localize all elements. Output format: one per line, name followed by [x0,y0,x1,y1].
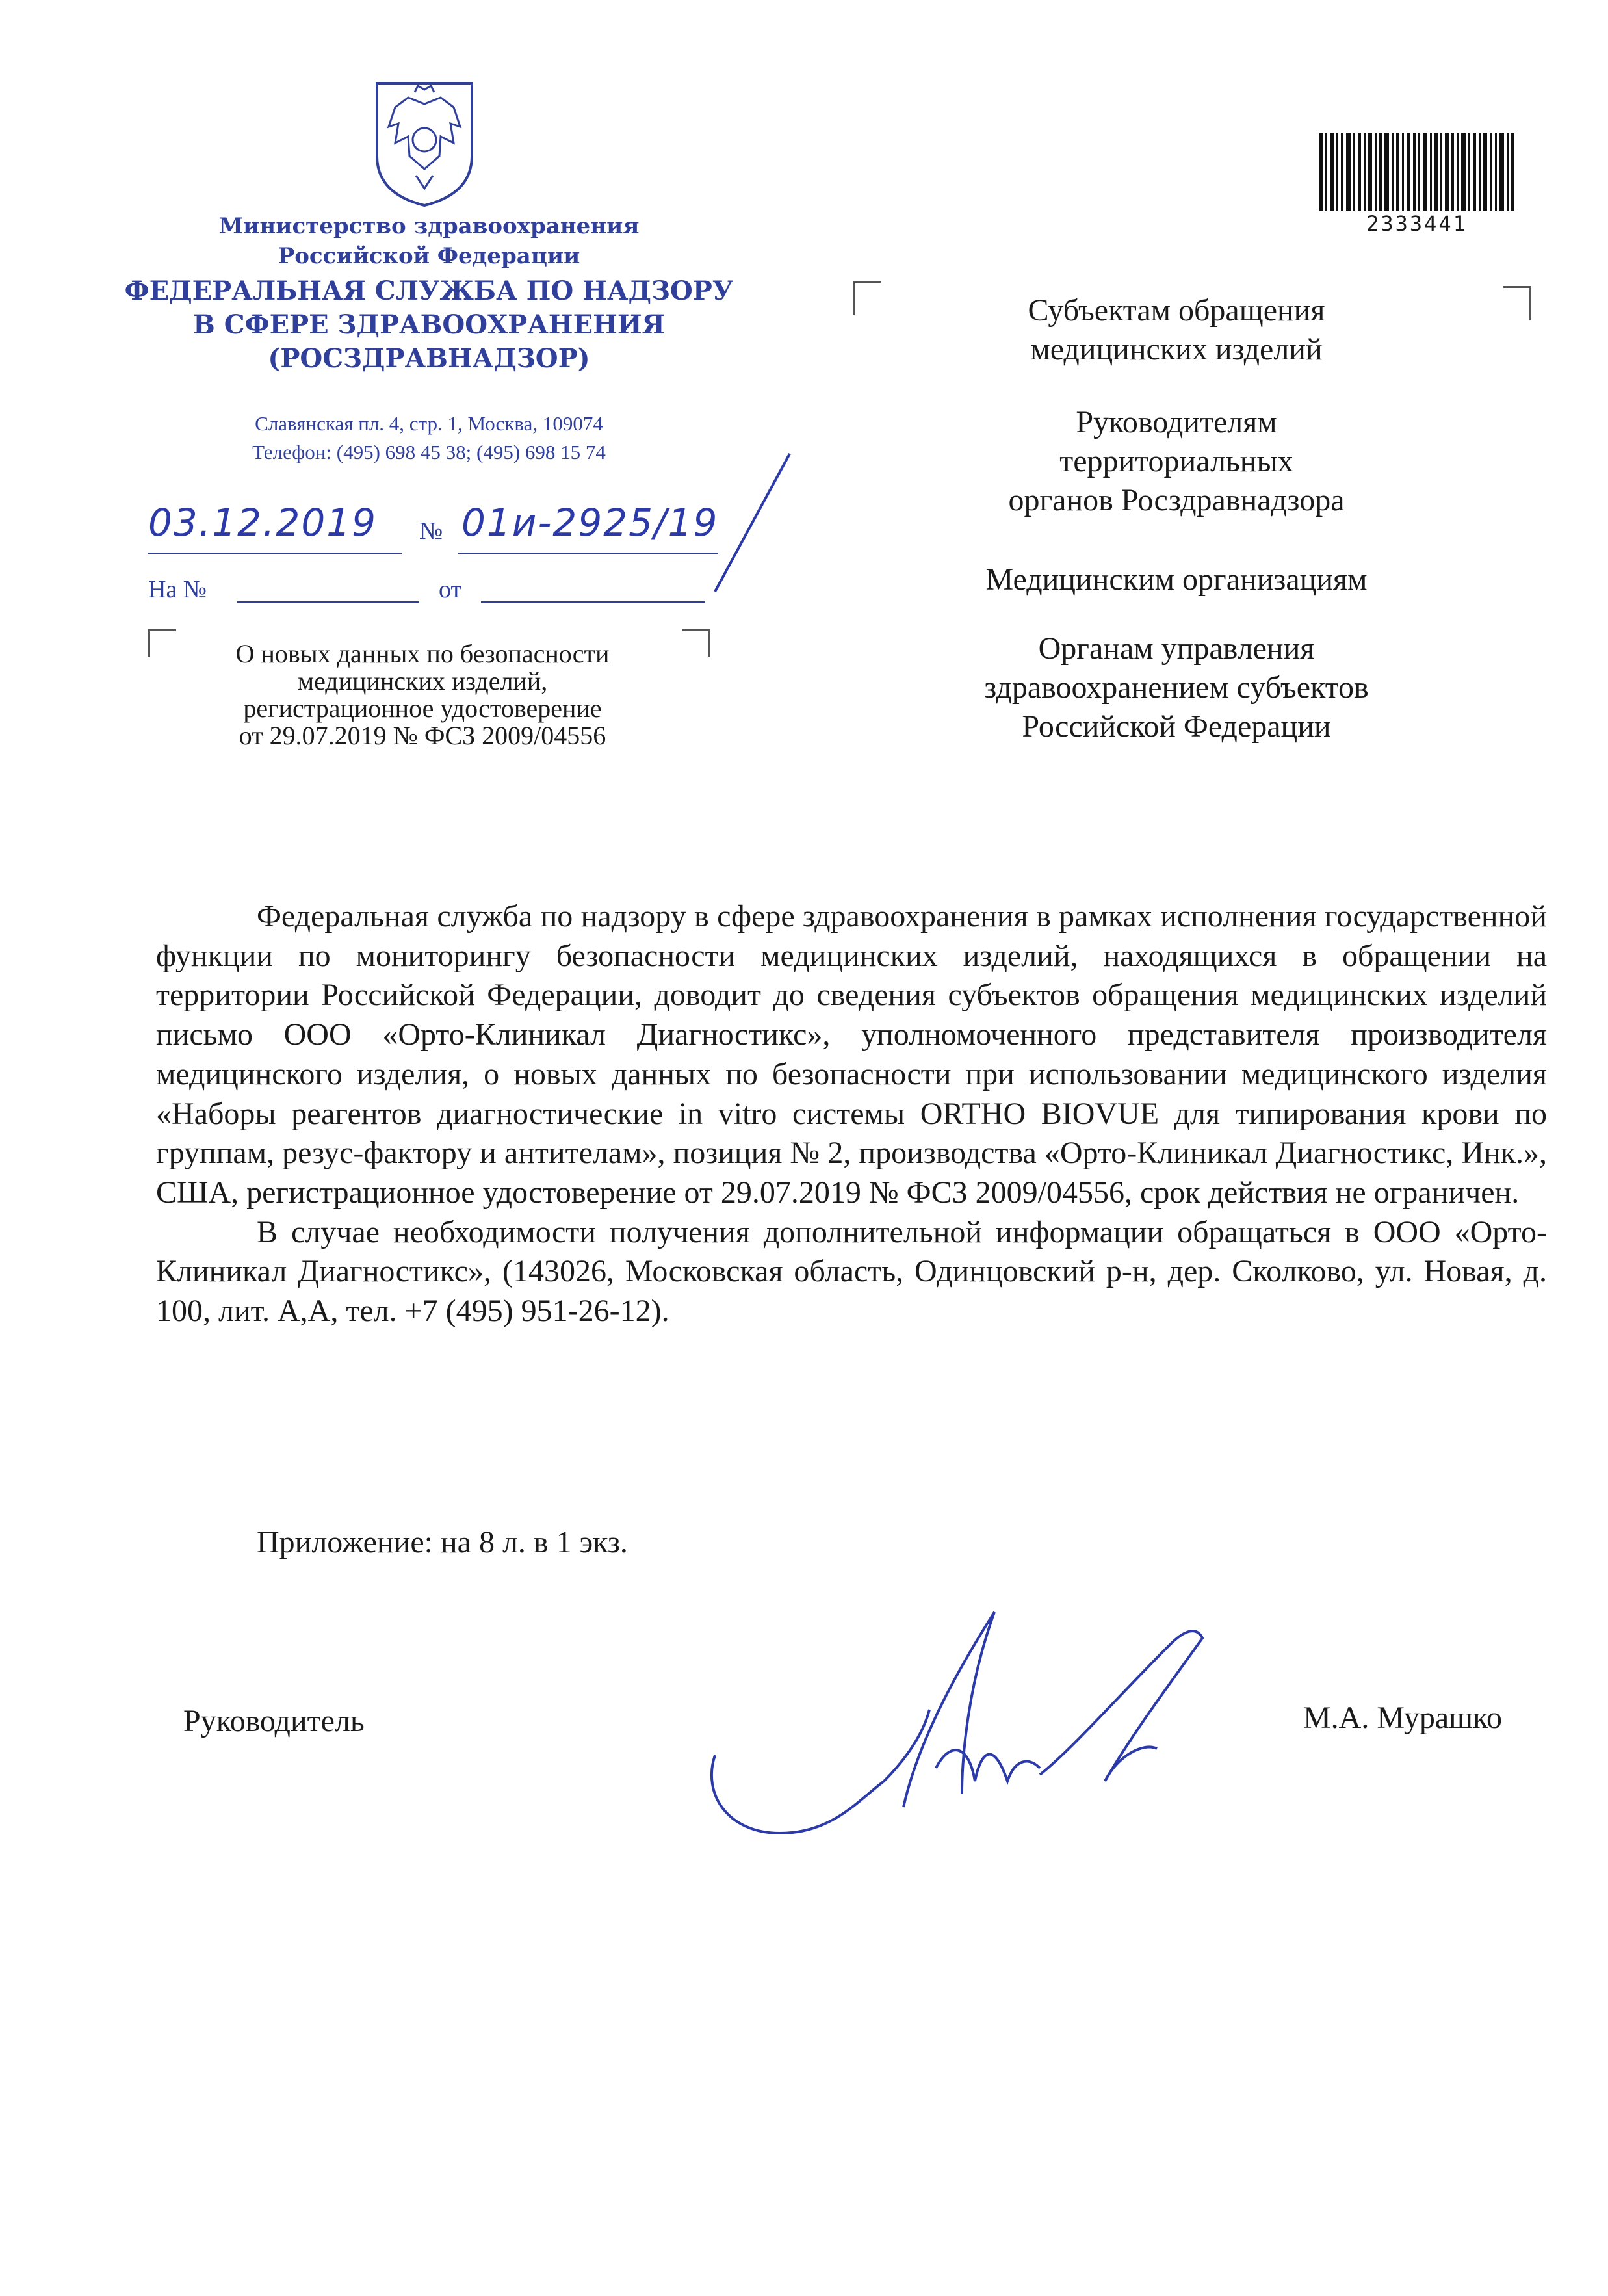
letter-body [156,897,1547,1331]
number-label: № [419,517,443,545]
addressee-2-line-2: территориальных [1059,444,1293,478]
signatory-position: Руководитель [183,1704,365,1738]
addressee-corner-right [1503,286,1531,320]
addressee-4-line-2: здравоохранением субъектов [984,670,1369,705]
agency-line-3: (РОСЗДРАВНАДЗОР) [268,343,590,374]
agency-line-1: ФЕДЕРАЛЬНАЯ СЛУЖБА ПО НАДЗОРУ [124,276,734,306]
ministry-line-1: Министерство здравоохранения [218,213,640,239]
subject-line-2: медицинских изделий, [297,666,548,696]
barcode-number: 2333441 [1366,211,1468,236]
ministry-name [149,211,708,271]
addressee-1-line-2: медицинских изделий [1030,332,1323,367]
from-label: от [439,576,462,603]
agency-address [130,410,728,467]
addressee-2 [903,403,1449,520]
body-paragraph-1: Федеральная служба по надзору в сфере здравоохранения в рамках исполнения государственной функции по мониторингу безопасности медицинских изделий, находящихся в обращении на территории Российской Федерации, доводит до сведения субъектов обращения медицинских изделий письмо ООО «Орто-Клиникал Диагностикс», уполномоченного представителя производителя медицинского изделия, о новых данных по безопасности при использовании медицинского изделия «Наборы реагентов диагностические in vitro системы ORTHO BIOVUE для типирования крови по группам, резус-фактору и антителам», позиция № 2, производства «Орто-Клиникал Диагностикс, Инк.», США, регистрационное удостоверение от 29.07.2019 № ФСЗ 2009/04556, срок действия не ограничен. [156,899,1547,1210]
addressee-1 [903,291,1449,369]
handwritten-signature [689,1586,1261,1872]
subject-line-1: О новых данных по безопасности [235,639,610,668]
addressee-2-line-1: Руководителям [1076,405,1277,439]
addressee-4 [903,629,1449,746]
ministry-line-2: Российской Федерации [278,243,580,269]
outgoing-date: 03.12.2019 [148,501,378,545]
addressee-4-line-1: Органам управления [1038,631,1315,666]
address-line-1: Славянская пл. 4, стр. 1, Москва, 109074 [255,412,603,435]
addressee-1-line-1: Субъектам обращения [1028,293,1325,328]
from-underline [481,601,705,603]
address-line-2: Телефон: (495) 698 45 38; (495) 698 15 74 [252,441,606,463]
number-slash [702,449,799,598]
addressee-3-line-1: Медицинским организациям [985,562,1368,597]
subject-corner-right [682,629,710,657]
agency-line-2: В СФЕРЕ ЗДРАВООХРАНЕНИЯ [193,309,665,340]
date-underline [148,553,402,554]
addressee-2-line-3: органов Росздравнадзора [1008,483,1345,517]
reply-underline [237,601,419,603]
outgoing-number: 01и-2925/19 [461,501,719,545]
agency-name [97,274,760,376]
subject-block [162,640,682,750]
barcode-icon [1319,133,1514,211]
number-underline [458,553,718,554]
addressee-3 [903,560,1449,599]
addressee-corner-left [853,281,881,315]
reply-label: На № [148,576,207,603]
addressee-4-line-3: Российской Федерации [1022,709,1331,744]
signatory-name: М.А. Мурашко [1303,1701,1502,1735]
body-paragraph-2: В случае необходимости получения дополнительной информации обращаться в ООО «Орто-Клиникал Диагностикс», (143026, Московская область, Одинцовский р-н, дер. Сколково, ул. Новая, д. 100, лит. А,А, тел. +7 (495) 951-26-12). [156,1214,1547,1329]
subject-line-4: от 29.07.2019 № ФСЗ 2009/04556 [239,721,606,750]
attachment-note: Приложение: на 8 л. в 1 экз. [257,1525,628,1559]
coat-of-arms-icon [369,78,480,208]
subject-line-3: регистрационное удостоверение [243,694,602,723]
